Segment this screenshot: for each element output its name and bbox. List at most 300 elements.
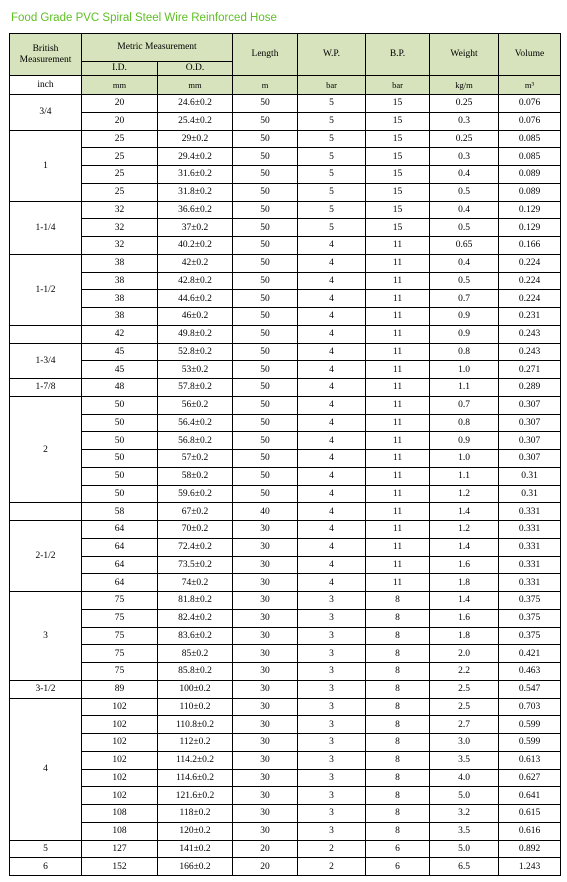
weight-cell: 0.5	[430, 183, 499, 201]
inch-cell: 1-7/8	[10, 379, 82, 397]
wp-cell: 3	[298, 627, 366, 645]
volume-cell: 0.892	[499, 840, 561, 858]
weight-cell: 0.4	[430, 166, 499, 184]
wp-cell: 3	[298, 698, 366, 716]
volume-cell: 1.243	[499, 858, 561, 876]
volume-cell: 0.331	[499, 521, 561, 539]
wp-cell: 4	[298, 361, 366, 379]
volume-cell: 0.599	[499, 734, 561, 752]
weight-cell: 2.0	[430, 645, 499, 663]
inch-cell	[10, 325, 82, 343]
bp-cell: 6	[366, 840, 430, 858]
weight-cell: 2.7	[430, 716, 499, 734]
wp-cell: 4	[298, 485, 366, 503]
length-cell: 30	[233, 680, 298, 698]
length-cell: 50	[233, 325, 298, 343]
table-row	[10, 663, 561, 681]
length-cell: 50	[233, 467, 298, 485]
bp-cell: 11	[366, 521, 430, 539]
id-cell: 108	[82, 805, 158, 823]
length-cell: 50	[233, 254, 298, 272]
od-cell: 110.8±0.2	[158, 716, 233, 734]
length-cell: 30	[233, 521, 298, 539]
od-cell: 58±0.2	[158, 467, 233, 485]
volume-cell: 0.085	[499, 148, 561, 166]
weight-cell: 1.1	[430, 467, 499, 485]
bp-cell: 11	[366, 237, 430, 255]
bp-cell: 8	[366, 822, 430, 840]
wp-cell: 3	[298, 592, 366, 610]
page-title: Food Grade PVC Spiral Steel Wire Reinforced Hose	[11, 12, 277, 24]
table-row	[10, 396, 561, 414]
volume-cell: 0.627	[499, 769, 561, 787]
od-cell: 56.4±0.2	[158, 414, 233, 432]
wp-cell: 4	[298, 237, 366, 255]
weight-cell: 0.4	[430, 201, 499, 219]
wp-cell: 3	[298, 751, 366, 769]
volume-cell: 0.289	[499, 379, 561, 397]
volume-cell: 0.224	[499, 272, 561, 290]
inch-cell: 1	[10, 130, 82, 201]
length-cell: 30	[233, 627, 298, 645]
table-row	[10, 379, 561, 397]
weight-cell: 0.9	[430, 308, 499, 326]
table-row	[10, 290, 561, 308]
header-od: O.D.	[158, 62, 233, 76]
wp-cell: 4	[298, 379, 366, 397]
inch-cell: 1-3/4	[10, 343, 82, 379]
bp-cell: 8	[366, 609, 430, 627]
bp-cell: 8	[366, 769, 430, 787]
inch-cell: 5	[10, 840, 82, 858]
length-cell: 30	[233, 822, 298, 840]
length-cell: 50	[233, 148, 298, 166]
volume-cell: 0.129	[499, 219, 561, 237]
wp-cell: 4	[298, 290, 366, 308]
od-cell: 24.6±0.2	[158, 95, 233, 113]
volume-cell: 0.616	[499, 822, 561, 840]
od-cell: 85.8±0.2	[158, 663, 233, 681]
header-british: British Measurement	[10, 34, 82, 76]
length-cell: 50	[233, 343, 298, 361]
weight-cell: 3.5	[430, 751, 499, 769]
volume-cell: 0.375	[499, 592, 561, 610]
weight-cell: 0.5	[430, 272, 499, 290]
wp-cell: 3	[298, 805, 366, 823]
weight-cell: 1.6	[430, 556, 499, 574]
id-cell: 127	[82, 840, 158, 858]
table-row	[10, 325, 561, 343]
od-cell: 82.4±0.2	[158, 609, 233, 627]
table-row	[10, 95, 561, 113]
bp-cell: 11	[366, 414, 430, 432]
header-id: I.D.	[82, 62, 158, 76]
bp-cell: 8	[366, 627, 430, 645]
weight-cell: 5.0	[430, 840, 499, 858]
od-cell: 74±0.2	[158, 574, 233, 592]
bp-cell: 11	[366, 556, 430, 574]
volume-cell: 0.641	[499, 787, 561, 805]
table-row	[10, 805, 561, 823]
bp-cell: 11	[366, 254, 430, 272]
unit-wp: bar	[298, 76, 366, 95]
bp-cell: 11	[366, 308, 430, 326]
id-cell: 32	[82, 219, 158, 237]
bp-cell: 6	[366, 858, 430, 876]
od-cell: 114.2±0.2	[158, 751, 233, 769]
volume-cell: 0.613	[499, 751, 561, 769]
id-cell: 50	[82, 414, 158, 432]
wp-cell: 4	[298, 450, 366, 468]
header-row-1	[10, 34, 561, 62]
od-cell: 118±0.2	[158, 805, 233, 823]
header-bp: B.P.	[366, 34, 430, 76]
wp-cell: 4	[298, 521, 366, 539]
header-volume: Volume	[499, 34, 561, 76]
inch-cell: 2-1/2	[10, 521, 82, 592]
length-cell: 50	[233, 450, 298, 468]
od-cell: 29±0.2	[158, 130, 233, 148]
wp-cell: 3	[298, 822, 366, 840]
bp-cell: 11	[366, 290, 430, 308]
wp-cell: 4	[298, 343, 366, 361]
weight-cell: 0.4	[430, 254, 499, 272]
wp-cell: 3	[298, 680, 366, 698]
id-cell: 38	[82, 272, 158, 290]
table-row	[10, 521, 561, 539]
inch-cell: 3/4	[10, 95, 82, 131]
bp-cell: 11	[366, 379, 430, 397]
header-weight: Weight	[430, 34, 499, 76]
id-cell: 102	[82, 734, 158, 752]
id-cell: 102	[82, 787, 158, 805]
bp-cell: 8	[366, 751, 430, 769]
id-cell: 38	[82, 254, 158, 272]
length-cell: 30	[233, 574, 298, 592]
length-cell: 30	[233, 716, 298, 734]
wp-cell: 5	[298, 201, 366, 219]
length-cell: 50	[233, 379, 298, 397]
volume-cell: 0.089	[499, 166, 561, 184]
length-cell: 50	[233, 130, 298, 148]
od-cell: 100±0.2	[158, 680, 233, 698]
length-cell: 20	[233, 840, 298, 858]
od-cell: 121.6±0.2	[158, 787, 233, 805]
bp-cell: 11	[366, 432, 430, 450]
unit-volume: m³	[499, 76, 561, 95]
od-cell: 57±0.2	[158, 450, 233, 468]
table-row	[10, 183, 561, 201]
od-cell: 114.6±0.2	[158, 769, 233, 787]
table-row	[10, 858, 561, 876]
od-cell: 52.8±0.2	[158, 343, 233, 361]
id-cell: 102	[82, 698, 158, 716]
length-cell: 50	[233, 219, 298, 237]
weight-cell: 0.3	[430, 148, 499, 166]
volume-cell: 0.224	[499, 290, 561, 308]
volume-cell: 0.224	[499, 254, 561, 272]
bp-cell: 8	[366, 592, 430, 610]
id-cell: 75	[82, 592, 158, 610]
weight-cell: 0.8	[430, 343, 499, 361]
table-row	[10, 272, 561, 290]
table-row	[10, 698, 561, 716]
od-cell: 29.4±0.2	[158, 148, 233, 166]
volume-cell: 0.307	[499, 396, 561, 414]
inch-cell: 6	[10, 858, 82, 876]
table-row	[10, 254, 561, 272]
weight-cell: 1.0	[430, 450, 499, 468]
bp-cell: 11	[366, 538, 430, 556]
length-cell: 50	[233, 166, 298, 184]
od-cell: 67±0.2	[158, 503, 233, 521]
id-cell: 58	[82, 503, 158, 521]
id-cell: 64	[82, 556, 158, 574]
id-cell: 50	[82, 450, 158, 468]
wp-cell: 5	[298, 112, 366, 130]
od-cell: 120±0.2	[158, 822, 233, 840]
id-cell: 75	[82, 627, 158, 645]
length-cell: 50	[233, 396, 298, 414]
inch-cell: 4	[10, 698, 82, 840]
bp-cell: 11	[366, 503, 430, 521]
length-cell: 50	[233, 485, 298, 503]
volume-cell: 0.307	[499, 432, 561, 450]
weight-cell: 3.2	[430, 805, 499, 823]
weight-cell: 1.8	[430, 574, 499, 592]
id-cell: 50	[82, 432, 158, 450]
wp-cell: 4	[298, 414, 366, 432]
header-length: Length	[233, 34, 298, 76]
table-row	[10, 361, 561, 379]
header-wp: W.P.	[298, 34, 366, 76]
table-row	[10, 627, 561, 645]
length-cell: 50	[233, 432, 298, 450]
bp-cell: 8	[366, 698, 430, 716]
wp-cell: 2	[298, 840, 366, 858]
volume-cell: 0.085	[499, 130, 561, 148]
volume-cell: 0.331	[499, 556, 561, 574]
volume-cell: 0.703	[499, 698, 561, 716]
table-row	[10, 130, 561, 148]
table-row	[10, 574, 561, 592]
weight-cell: 4.0	[430, 769, 499, 787]
weight-cell: 0.25	[430, 95, 499, 113]
weight-cell: 1.8	[430, 627, 499, 645]
wp-cell: 3	[298, 663, 366, 681]
weight-cell: 0.3	[430, 112, 499, 130]
wp-cell: 5	[298, 219, 366, 237]
wp-cell: 4	[298, 538, 366, 556]
id-cell: 48	[82, 379, 158, 397]
od-cell: 46±0.2	[158, 308, 233, 326]
bp-cell: 15	[366, 201, 430, 219]
bp-cell: 15	[366, 112, 430, 130]
volume-cell: 0.375	[499, 627, 561, 645]
id-cell: 20	[82, 95, 158, 113]
volume-cell: 0.231	[499, 308, 561, 326]
table-row	[10, 148, 561, 166]
length-cell: 30	[233, 751, 298, 769]
unit-bp: bar	[366, 76, 430, 95]
bp-cell: 11	[366, 343, 430, 361]
volume-cell: 0.129	[499, 201, 561, 219]
header-units-row	[10, 76, 561, 95]
weight-cell: 2.5	[430, 680, 499, 698]
volume-cell: 0.599	[499, 716, 561, 734]
length-cell: 30	[233, 698, 298, 716]
table-row	[10, 716, 561, 734]
bp-cell: 8	[366, 716, 430, 734]
od-cell: 42.8±0.2	[158, 272, 233, 290]
length-cell: 30	[233, 645, 298, 663]
od-cell: 70±0.2	[158, 521, 233, 539]
weight-cell: 1.6	[430, 609, 499, 627]
volume-cell: 0.463	[499, 663, 561, 681]
inch-cell: 2	[10, 396, 82, 503]
length-cell: 50	[233, 414, 298, 432]
id-cell: 32	[82, 237, 158, 255]
bp-cell: 8	[366, 680, 430, 698]
id-cell: 64	[82, 538, 158, 556]
table-row	[10, 645, 561, 663]
table-row	[10, 592, 561, 610]
volume-cell: 0.421	[499, 645, 561, 663]
od-cell: 73.5±0.2	[158, 556, 233, 574]
table-row	[10, 432, 561, 450]
table-row	[10, 769, 561, 787]
od-cell: 85±0.2	[158, 645, 233, 663]
id-cell: 42	[82, 325, 158, 343]
volume-cell: 0.271	[499, 361, 561, 379]
id-cell: 50	[82, 467, 158, 485]
table-row	[10, 201, 561, 219]
wp-cell: 4	[298, 432, 366, 450]
wp-cell: 3	[298, 716, 366, 734]
bp-cell: 15	[366, 130, 430, 148]
weight-cell: 1.2	[430, 485, 499, 503]
length-cell: 50	[233, 237, 298, 255]
id-cell: 50	[82, 485, 158, 503]
table-row	[10, 680, 561, 698]
bp-cell: 8	[366, 663, 430, 681]
od-cell: 112±0.2	[158, 734, 233, 752]
table-row	[10, 450, 561, 468]
weight-cell: 1.4	[430, 592, 499, 610]
id-cell: 25	[82, 130, 158, 148]
bp-cell: 11	[366, 485, 430, 503]
length-cell: 50	[233, 112, 298, 130]
weight-cell: 0.7	[430, 290, 499, 308]
volume-cell: 0.31	[499, 485, 561, 503]
wp-cell: 4	[298, 396, 366, 414]
od-cell: 72.4±0.2	[158, 538, 233, 556]
od-cell: 166±0.2	[158, 858, 233, 876]
table-row	[10, 734, 561, 752]
wp-cell: 3	[298, 609, 366, 627]
length-cell: 50	[233, 95, 298, 113]
id-cell: 75	[82, 663, 158, 681]
id-cell: 25	[82, 183, 158, 201]
volume-cell: 0.331	[499, 574, 561, 592]
volume-cell: 0.243	[499, 325, 561, 343]
table-row	[10, 840, 561, 858]
table-row	[10, 112, 561, 130]
length-cell: 30	[233, 609, 298, 627]
bp-cell: 15	[366, 183, 430, 201]
id-cell: 38	[82, 290, 158, 308]
od-cell: 56±0.2	[158, 396, 233, 414]
length-cell: 50	[233, 290, 298, 308]
od-cell: 31.8±0.2	[158, 183, 233, 201]
id-cell: 102	[82, 769, 158, 787]
bp-cell: 11	[366, 574, 430, 592]
length-cell: 50	[233, 308, 298, 326]
length-cell: 50	[233, 183, 298, 201]
length-cell: 30	[233, 663, 298, 681]
weight-cell: 6.5	[430, 858, 499, 876]
bp-cell: 15	[366, 95, 430, 113]
bp-cell: 15	[366, 166, 430, 184]
bp-cell: 11	[366, 396, 430, 414]
inch-cell: 3	[10, 592, 82, 681]
id-cell: 64	[82, 574, 158, 592]
table-row	[10, 538, 561, 556]
volume-cell: 0.31	[499, 467, 561, 485]
id-cell: 108	[82, 822, 158, 840]
weight-cell: 1.4	[430, 538, 499, 556]
volume-cell: 0.076	[499, 95, 561, 113]
weight-cell: 2.2	[430, 663, 499, 681]
weight-cell: 2.5	[430, 698, 499, 716]
wp-cell: 3	[298, 645, 366, 663]
id-cell: 20	[82, 112, 158, 130]
od-cell: 57.8±0.2	[158, 379, 233, 397]
length-cell: 50	[233, 361, 298, 379]
volume-cell: 0.331	[499, 503, 561, 521]
od-cell: 42±0.2	[158, 254, 233, 272]
wp-cell: 2	[298, 858, 366, 876]
bp-cell: 11	[366, 450, 430, 468]
table-row	[10, 219, 561, 237]
id-cell: 89	[82, 680, 158, 698]
id-cell: 102	[82, 751, 158, 769]
od-cell: 59.6±0.2	[158, 485, 233, 503]
table-row	[10, 556, 561, 574]
bp-cell: 8	[366, 645, 430, 663]
id-cell: 25	[82, 148, 158, 166]
volume-cell: 0.076	[499, 112, 561, 130]
volume-cell: 0.331	[499, 538, 561, 556]
weight-cell: 0.8	[430, 414, 499, 432]
id-cell: 75	[82, 645, 158, 663]
od-cell: 83.6±0.2	[158, 627, 233, 645]
spec-table	[9, 33, 561, 876]
bp-cell: 8	[366, 805, 430, 823]
id-cell: 45	[82, 343, 158, 361]
weight-cell: 3.0	[430, 734, 499, 752]
weight-cell: 0.5	[430, 219, 499, 237]
wp-cell: 3	[298, 734, 366, 752]
bp-cell: 11	[366, 467, 430, 485]
length-cell: 50	[233, 272, 298, 290]
bp-cell: 15	[366, 148, 430, 166]
table-row	[10, 308, 561, 326]
weight-cell: 1.0	[430, 361, 499, 379]
wp-cell: 4	[298, 308, 366, 326]
od-cell: 37±0.2	[158, 219, 233, 237]
weight-cell: 1.2	[430, 521, 499, 539]
